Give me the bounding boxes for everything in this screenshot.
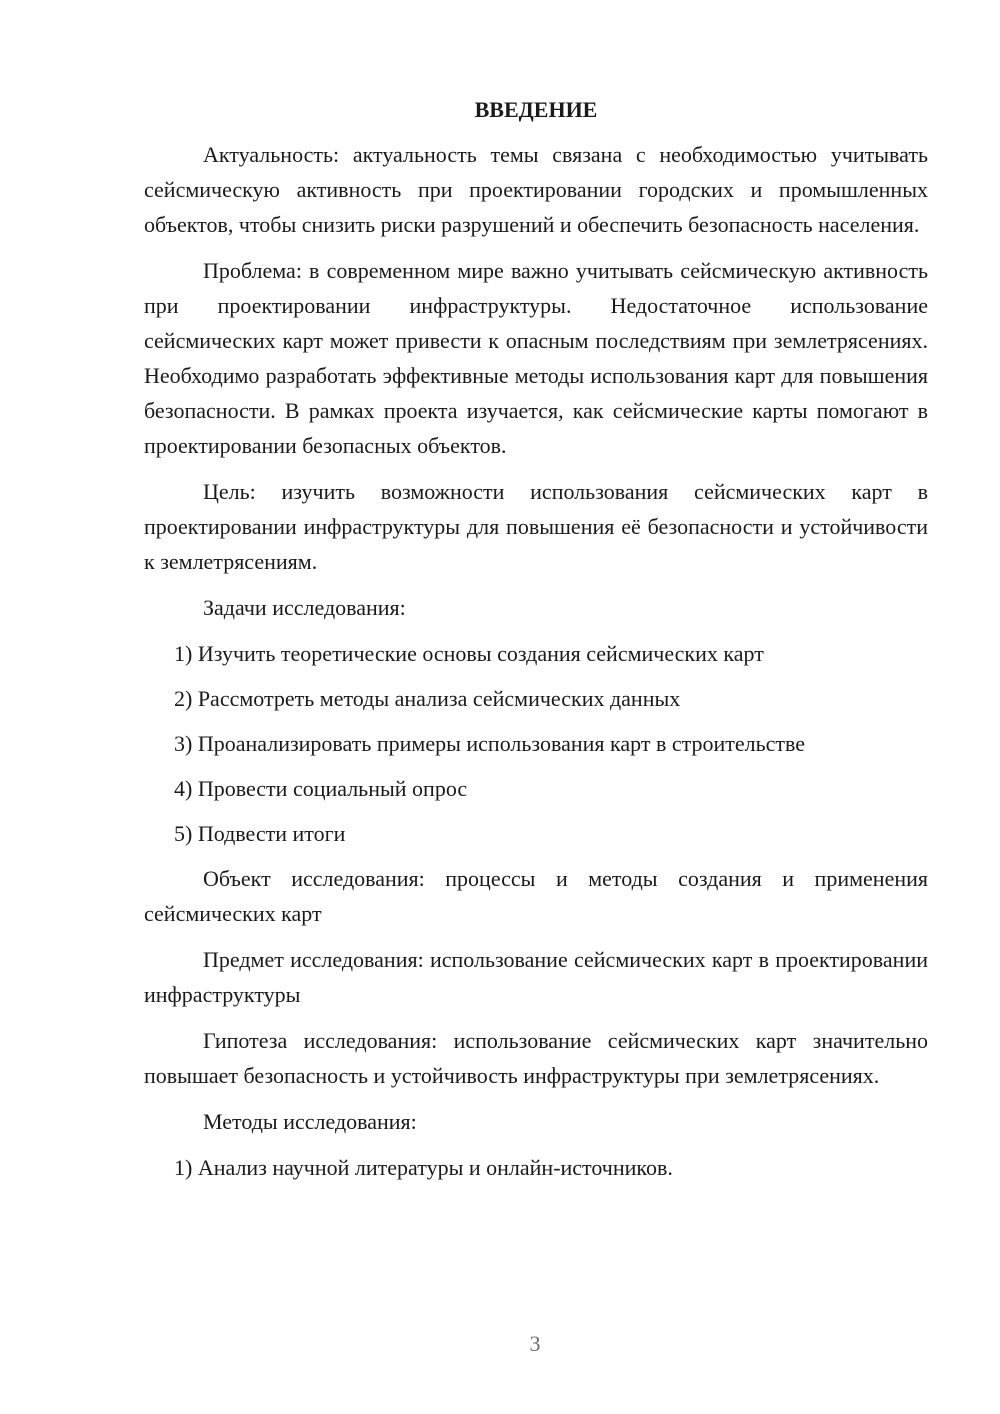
goal-paragraph: Цель: изучить возможности использования сейсмических карт в проектировании инфраструктуры для повышения её безопасности и устойчивости к землетрясениям. [144, 479, 928, 574]
methods-heading: Методы исследования: [203, 1109, 417, 1134]
problem-paragraph: Проблема: в современном мире важно учитывать сейсмическую активность при проектировании инфраструктуры. Недостаточное использование сейсмических карт может привести к опасным последствиям при землетрясениях. Необходимо разработать эффективные методы использования карт для повышения безопасности. В рамках проекта изучается, как сейсмические карты помогают в проектировании безопасных объектов. [144, 258, 928, 458]
task-item: 1) Изучить теоретические основы создания сейсмических карт [174, 641, 764, 666]
page-content [144, 92, 928, 1195]
hypothesis-paragraph: Гипотеза исследования: использование сейсмических карт значительно повышает безопасность и устойчивость инфраструктуры при землетрясениях. [144, 1028, 928, 1088]
page-title: ВВЕДЕНИЕ [474, 97, 598, 122]
subject-paragraph: Предмет исследования: использование сейсмических карт в проектировании инфраструктуры [144, 947, 928, 1007]
task-item: 4) Провести социальный опрос [174, 776, 468, 801]
tasks-heading: Задачи исследования: [203, 595, 406, 620]
page-number: 3 [529, 1331, 541, 1356]
task-item: 5) Подвести итоги [174, 821, 346, 846]
task-item: 2) Рассмотреть методы анализа сейсмических данных [174, 686, 681, 711]
relevance-paragraph: Актуальность: актуальность темы связана с необходимостью учитывать сейсмическую активность при проектировании городских и промышленных объектов, чтобы снизить риски разрушений и обеспечить безопасность населения. [144, 142, 928, 237]
object-paragraph: Объект исследования: процессы и методы создания и применения сейсмических карт [144, 866, 928, 926]
method-item: 1) Анализ научной литературы и онлайн-источников. [174, 1155, 673, 1180]
task-item: 3) Проанализировать примеры использования карт в строительстве [174, 731, 806, 756]
